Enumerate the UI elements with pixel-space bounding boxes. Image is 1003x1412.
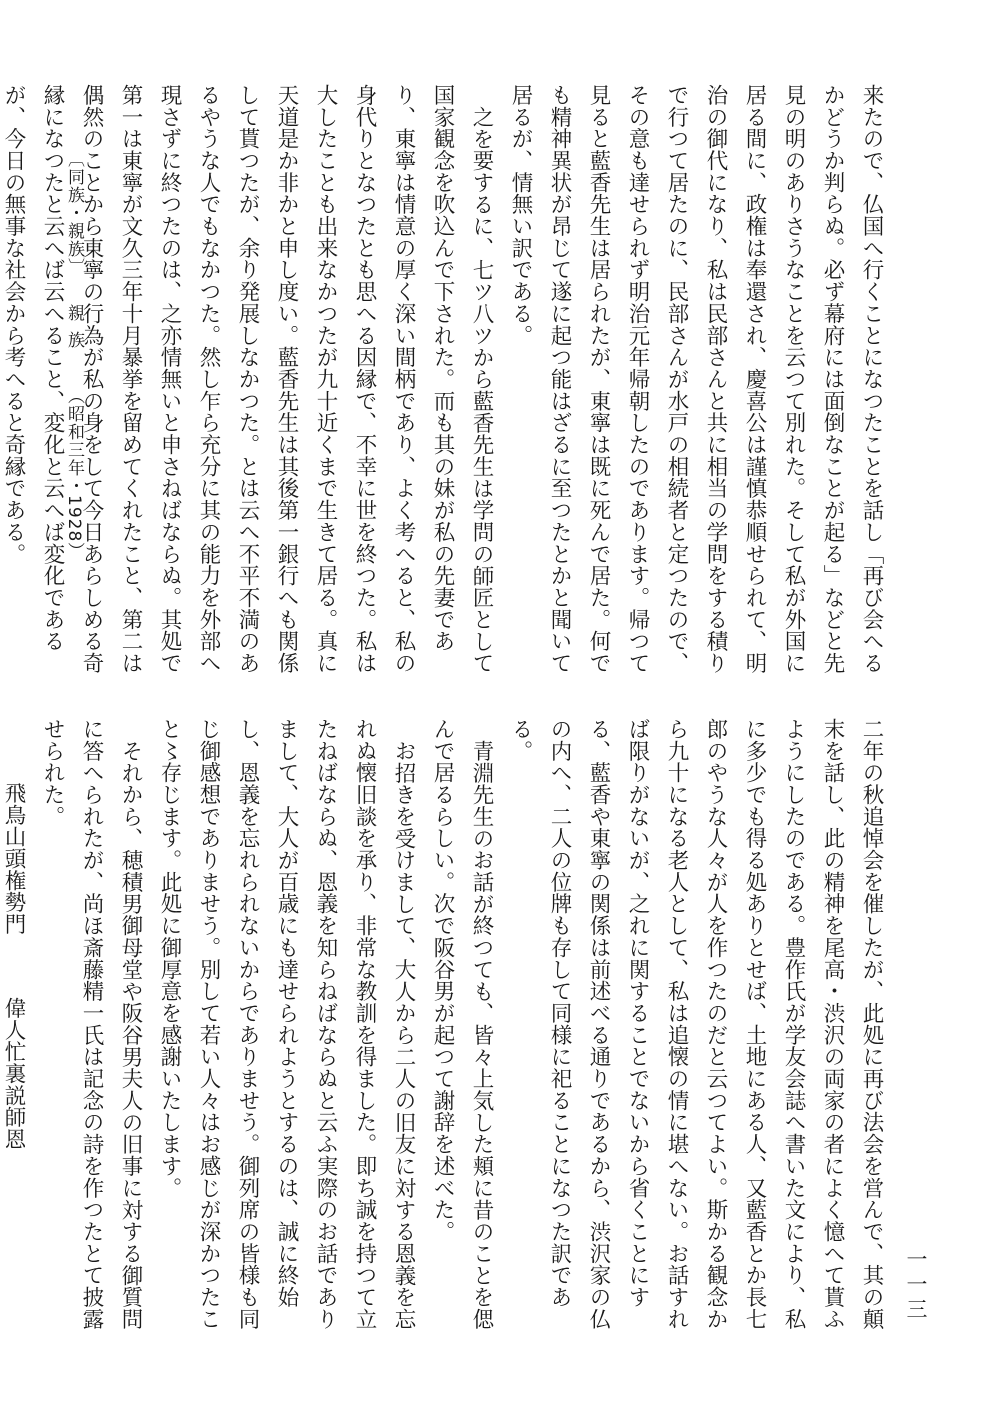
running-header bbox=[62, 150, 87, 560]
running-header-title: 親族 bbox=[64, 304, 84, 359]
page-number: 一一三 bbox=[904, 1248, 928, 1323]
running-header-section: 〔同族・親族〕 bbox=[64, 150, 84, 276]
lower-text-block bbox=[1, 718, 891, 1348]
poem-line-1-upper: 飛鳥山頭権勢門 bbox=[1, 782, 26, 935]
lower-paragraph-4: それから、穂積男御母堂や阪谷男夫人の旧事に対する御質問に答へられたが、尚ほ斎藤精一氏は記念の詩を作つたとて披露せられた。 bbox=[40, 718, 143, 1330]
running-header-date: （昭和三年・1928） bbox=[64, 386, 84, 561]
upper-paragraph-1: 来たので、仏国へ行くことになつたことを話し「再び会へるかどうか判らぬ。必ず幕府には面倒なことが起る」などと先見の明のありさうなことを云つて別れた。そして私が外国に居る間に、政権は奉還され、慶喜公は謹慎恭順せられて、明治の御代になり、私は民部さんと共に相当の学問をする積りで行つて居たのに、民部さんが水戸の相続者と定つたので、その意も達せられず明治元年帰朝したのであります。帰つて見ると藍香先生は居られたが、東寧は既に死んで居た。何でも精神異状が昂じて遂に起つ能はざるに至つたとかと聞いて居るが、情無い訳である。 bbox=[508, 84, 884, 674]
lower-paragraph-1: 二年の秋追悼会を催したが、此処に再び法会を営んで、其の顛末を話し、此の精神を尾高・渋沢の両家の者によく憶へて貰ふようにしたのである。豊作氏が学友会誌へ書いた文により、私に多少でも得る処ありとせば、土地にある人、又藍香とか長七郎のやうな人々が人を作つたのだと云つてよい。斯かる観念から九十になる老人として、私は追懐の情に堪へない。お話すれば限りがないが、之れに関することでないから省くことにする、藍香や東寧の関係は前述べる通りであるから、渋沢家の仏の内へ、二人の位牌も存して同様に祀ることになつた訳である。 bbox=[508, 718, 884, 1330]
poem-line-1 bbox=[0, 718, 33, 1348]
poem-line-1-lower: 偉人忙裏説師恩 bbox=[1, 996, 26, 1150]
lower-paragraph-3: お招きを受けまして、大人から二人の旧友に対する恩義を忘れぬ懐旧談を承り、非常な教訓を得ました。即ち誠を持つて立たねばならぬ、恩義を知らねばならぬと云ふ実際のお話でありまして、大人が百歳にも達せられようとするのは、誠に終始し、恩義を忘れられないからでありませう。御列席の皆様も同じ御感想でありませう。別して若い人々はお感じが深かつたこと〻存じます。此処に御厚意を感謝いたします。 bbox=[157, 718, 416, 1330]
upper-paragraph-2: 之を要するに、七ツ八ツから藍香先生は学問の師匠として国家観念を吹込んで下された。而も其の妹が私の先妻であり、東寧は情意の厚く深い間柄であり、よく考へると、私の身代りとなつたとも思へる因縁で、不幸に世を終つた。私は大したことも出来なかつたが九十近くまで生きて居る。真に天道是か非かと申し度い。藍香先生は其後第一銀行へも関係して貰つたが、余り発展しなかつた。とは云へ不平不満のあるやうな人でもなかつた。然し乍ら充分に其の能力を外部へ現さずに終つたのは、之亦情無いと申さねばならぬ。其処で第一は東寧が文久三年十月暴挙を留めてくれたこと、第二は偶然のことから東寧の行為が私の身をして今日あらしめる奇縁になつたと云へば云へること、変化と云へば変化であるが、今日の無事な社会から考へると奇縁である。 bbox=[1, 84, 494, 674]
lower-paragraph-2: 青淵先生のお話が終つても、皆々上気した頬に昔のことを偲んで居るらしい。次で阪谷男が起つて謝辞を述べた。 bbox=[430, 718, 494, 1330]
